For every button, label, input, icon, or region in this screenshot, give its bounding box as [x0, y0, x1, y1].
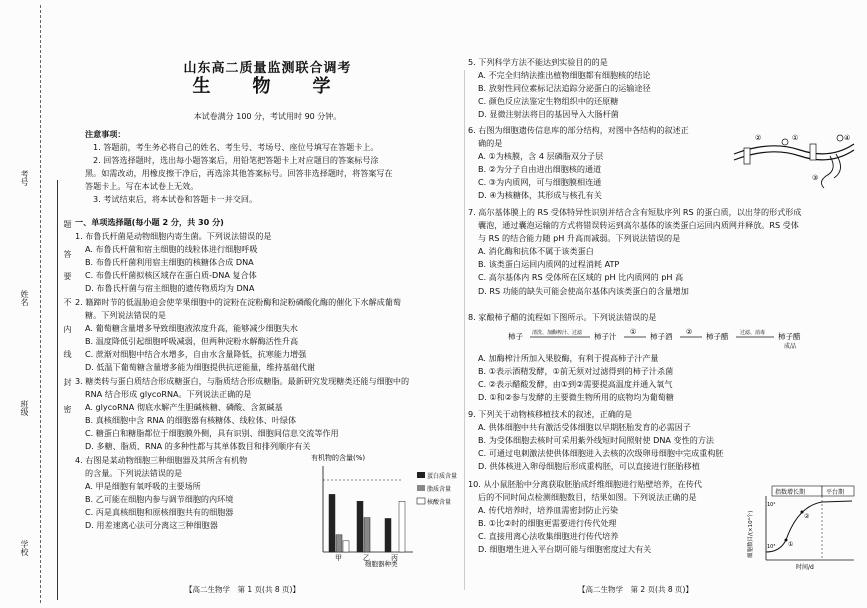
q-option: D. 细胞增生进入平台期可能与细胞密度过大有关	[478, 544, 652, 555]
x-tick-乙: 乙	[363, 554, 370, 562]
q-option: A. 不完全归纳法推出植物细胞都有细胞核的结论	[478, 70, 651, 81]
growth-curve	[746, 482, 858, 570]
seal-char: 答	[63, 250, 72, 258]
label-xingming: 姓名	[20, 290, 29, 306]
q-option: A. 消化酶和抗体不属于该类蛋白	[478, 246, 594, 257]
legend-lipid: 脂质含量	[427, 486, 452, 493]
svg-text:柿子: 柿子	[508, 332, 523, 341]
question-9	[468, 408, 860, 473]
svg-text:②: ②	[686, 328, 693, 336]
q-option: A. 葡萄糖含量增多导致细胞液浓度升高，能够减少细胞失水	[85, 323, 298, 334]
notice-line: 1. 答题前，考生务必将自己的姓名、考生号、考场号、座位号填写在答题卡上。	[93, 142, 379, 153]
q-option: B. ①比②时的细胞更需要进行传代处理	[478, 518, 617, 529]
q-option: D. 低温下葡萄糖含量增多能为细胞提供抗逆能量，维持基础代谢	[85, 362, 315, 373]
svg-text:①: ①	[630, 328, 637, 336]
q-stem: 3. 糖类转与蛋白质结合形成糖蛋白，与脂质结合形成糖脂。最新研究发现糖类还能与细胞中的	[75, 376, 410, 386]
notice-head: 注意事项：	[85, 129, 126, 139]
q-option: A. 供体细胞中共有激活受体细胞以早期胚胎发育的必需因子	[478, 422, 691, 433]
question-1	[75, 230, 460, 295]
question-2	[75, 296, 460, 375]
bar-脂质含量-乙	[364, 518, 370, 552]
svg-text:平台期: 平台期	[826, 489, 845, 496]
q-option: D. 用差速离心法可分离这三种细胞器	[85, 520, 218, 531]
seal-char: 要	[63, 272, 72, 280]
notice-line: 黑。如需改动，用橡皮擦干净后，再选涂其他答案标号。回答非选择题时，将答案写在	[85, 168, 393, 179]
svg-text:10³: 10³	[767, 544, 776, 550]
cut-line	[40, 5, 41, 603]
column-divider	[464, 70, 465, 590]
q-option: C. ③为内质网，可与细胞膜相连通	[478, 177, 602, 188]
q-stem: 与 RS 的结合能力随 pH 升高而减弱。下列说法错误的是	[478, 233, 681, 244]
q-option: C. 丙是真核细胞和原核细胞共有的细胞器	[85, 507, 234, 518]
q-option: B. 真核细胞中含 RNA 的细胞器有核糖体、线粒体、叶绿体	[85, 415, 297, 426]
q-option: D. 供体核进入卵母细胞后形成重构胚，可以直接进行胚胎移植	[478, 461, 700, 472]
seal-char: 题	[63, 220, 72, 228]
legend-swatch-protein	[417, 472, 425, 478]
bar-蛋白质含量-丙	[385, 518, 391, 552]
q-stem: 的含量。下列说法错误的是	[85, 468, 183, 479]
question-4	[75, 454, 305, 533]
x-tick-甲: 甲	[335, 554, 342, 562]
q-stem: RNA 结合形成 glycoRNA。下列说法正确的是	[85, 389, 252, 400]
svg-text:时间/d: 时间/d	[796, 564, 814, 570]
bar-蛋白质含量-甲	[329, 494, 335, 552]
q-option: D. 显微注射法将目的基因导入大肠杆菌	[478, 109, 619, 120]
notice-block	[75, 128, 460, 207]
q-option: B. ②为分子自由进出细胞核的通道	[478, 164, 602, 175]
seal-char: 不	[63, 298, 72, 306]
svg-text:①: ①	[788, 541, 794, 548]
question-3	[75, 375, 460, 454]
svg-text:指数增长期: 指数增长期	[775, 489, 806, 496]
q-option: B. ①表示酒精发酵，①前无须对过滤得到的柿子汁杀菌	[478, 366, 674, 377]
right-column	[468, 0, 860, 608]
q-option: A. 传代培养时，培养皿需密封防止污染	[478, 505, 619, 516]
exam-title: 山东高二质量监测联合调考	[183, 61, 352, 76]
seal-char: 封	[63, 378, 72, 386]
q-option: B. 温度降低引起细胞呼吸减弱，但两种淀粉水解酶活性升高	[85, 336, 299, 347]
svg-text:柿子汁: 柿子汁	[594, 332, 617, 341]
q-option: C. 蔗渐对细胞中结合水增多，自由水含量降低，抗寒能力增强	[85, 349, 307, 360]
svg-text:柿子醋: 柿子醋	[706, 332, 729, 341]
q-stem: 糖。下列说法错误的是	[85, 310, 166, 321]
footer-left: 【高二生物学 第 1 页(共 8 页)】	[185, 585, 300, 594]
q-option: C. 直接用离心法收集细胞进行传代培养	[478, 531, 619, 542]
x-tick-丙: 丙	[391, 554, 398, 562]
svg-text:细胞数目/(×10⁴个): 细胞数目/(×10⁴个)	[748, 510, 754, 558]
q-option: A. ①为核膜，含 4 层磷脂双分子层	[478, 151, 604, 162]
footer-right: 【高二生物学 第 2 页(共 8 页)】	[578, 585, 693, 594]
svg-text:过滤、消毒: 过滤、消毒	[740, 330, 766, 336]
exam-info: 本试卷满分 100 分，考试用时 90 分钟。	[193, 112, 342, 121]
q-option: A. glycoRNA 彻底水解产生胆碱核糖、磷酸、含氮碱基	[85, 402, 283, 413]
q-stem: 7. 高尔基体膜上的 RS 受体特异性识别并结合含有短肽序列 RS 的蛋白质，以出芽的形式形成	[468, 207, 802, 217]
q-option: C. ②表示醋酸发酵，由①到②需要提高温度并通入氧气	[478, 379, 673, 390]
q-option: C. 可通过电刺激法使供体细胞进入去核的次级卵母细胞中完成重构胚	[478, 448, 724, 459]
q-option: B. 为受体细胞去核时可采用紫外线短时间照射使 DNA 变性的方法	[478, 435, 715, 446]
organelle-chart	[303, 452, 461, 570]
q-stem: 确的是	[478, 138, 503, 149]
question-7	[468, 206, 860, 298]
svg-text:②: ②	[804, 513, 810, 520]
q-option: B. 布鲁氏杆菌利用宿主细胞的核糖体合成 DNA	[85, 257, 254, 268]
legend-protein: 蛋白质含量	[427, 473, 458, 480]
q-option: A. 加酶榨汁所加入果胶酶，有利于提高柿子汁产量	[478, 353, 659, 363]
seal-char: 线	[63, 350, 72, 358]
x-axis-label: 细胞器种类	[365, 560, 398, 568]
question-10	[468, 478, 738, 557]
q-option: B. 乙可能在细胞内参与调节细胞的内环境	[85, 494, 234, 505]
svg-text:②: ②	[755, 134, 762, 142]
q-option: A. 布鲁氏杆菌和宿主细胞的线粒体进行细胞呼吸	[85, 244, 258, 255]
chart-title: 有机物的含量(%)	[311, 454, 366, 462]
question-8	[468, 311, 860, 324]
q-option: D. 多糖、脂质、RNA 的多种性都与其单体数目和排列顺序有关	[85, 441, 311, 452]
svg-text:柿子酒: 柿子酒	[650, 332, 673, 341]
q-stem: 9. 下列关于动物核移植技术的叙述，正确的是	[468, 409, 633, 419]
q-option: D. RS 功能的缺失可能会使高尔基体内该类蛋白的含量增加	[478, 285, 689, 296]
label-xuexiao: 学校	[20, 540, 29, 556]
section-heading	[75, 216, 460, 229]
bar-脂质含量-甲	[336, 535, 342, 552]
bar-核酸含量-丙	[399, 501, 405, 552]
svg-text:①: ①	[792, 134, 799, 142]
question-5	[468, 56, 860, 121]
binding-margin	[0, 0, 70, 608]
q-stem: 1. 布鲁氏杆菌是动物细胞内寄生菌。下列说法错误的是	[75, 231, 272, 241]
q-option: C. 布鲁氏杆菌拟核区域存在蛋白质-DNA 复合体	[85, 270, 257, 281]
question-6	[468, 124, 728, 203]
seal-line	[57, 180, 58, 600]
question-8-options	[468, 352, 860, 404]
legend-swatch-lipid	[417, 485, 425, 491]
seal-char: 内	[63, 325, 72, 333]
exam-subject: 生 物 学	[192, 76, 343, 97]
svg-text:清洗、加酶榨汁、过滤: 清洗、加酶榨汁、过滤	[532, 330, 583, 336]
q-option: D. ④为核糖体，其形成与核孔有关	[478, 190, 602, 201]
q-stem: 囊泡，通过囊泡运输的方式将错误转运到高尔基体的该类蛋白运回内质网并释放。RS 受体	[478, 220, 799, 231]
notice-line: 答题卡上。写在本试卷上无效。	[85, 181, 199, 192]
q-stem: 后的不同时间点检测细胞数目，结果如图。下列说法正确的是	[478, 492, 697, 503]
label-banji: 班级	[20, 400, 29, 416]
legend-nucleic: 核酸含量	[427, 499, 452, 506]
label-kaohao: 考号	[20, 170, 29, 186]
q-stem: 8. 家酿柿子醋的流程如下图所示。下列说法错误的是	[468, 312, 657, 322]
nuclear-pore	[744, 148, 750, 164]
q-option: A. 甲是细胞有氧呼吸的主要场所	[85, 481, 201, 492]
seal-char: 密	[63, 405, 72, 413]
bar-核酸含量-甲	[343, 541, 349, 552]
svg-text:柿子醋: 柿子醋	[778, 332, 801, 341]
nuclear-pore	[810, 144, 816, 160]
notice-line: 3. 考试结束后，将本试卷和答题卡一并交回。	[93, 194, 258, 205]
q-stem: 4. 右图是某动物细胞三种细胞器及其所含有机物	[75, 455, 248, 465]
vinegar-flow	[508, 326, 818, 352]
section-title: 一、单项选择题(每小题 2 分，共 30 分)	[75, 217, 224, 227]
q-option: C. 高尔基体内 RS 受体所在区域的 pH 比内质网的 pH 高	[478, 272, 684, 283]
q-stem: 10. 从小鼠胚胎中分离获取胚胎成纤维细胞进行贴壁培养，在传代	[468, 479, 702, 489]
q-option: D. 布鲁氏杆菌与宿主细胞的遗传物质均为 DNA	[85, 283, 255, 294]
svg-text:③: ③	[812, 174, 819, 182]
svg-text:④: ④	[844, 134, 851, 142]
notice-line: 2. 回答选择题时，选出每小题答案后，用铅笔把答题卡上对应题目的答案标号涂	[93, 155, 379, 166]
svg-text:10⁴: 10⁴	[767, 502, 776, 508]
legend-swatch-nucleic	[417, 498, 425, 504]
q-option: C. 糖蛋白和糖脂都位于细胞膜外侧，具有识别、细胞间信息交流等作用	[85, 428, 339, 439]
bar-蛋白质含量-乙	[357, 501, 363, 552]
svg-text:成品: 成品	[784, 343, 797, 350]
q-option: B. 放射性同位素标记法追踪分泌蛋白的运输途径	[478, 83, 651, 94]
q-stem: 2. 籍蹄时节的低温胁迫会使苹果细胞中的淀粉在淀粉酶和淀粉磷酸化酶的催化下水解成葡萄	[75, 297, 401, 307]
q-option: B. 该类蛋白运回内质网的过程消耗 ATP	[478, 259, 620, 270]
nucleus-diagram	[730, 130, 858, 190]
left-column	[75, 0, 460, 608]
q-stem: 6. 右图为细胞遗传信息库的部分结构，对图中各结构的叙述正	[468, 125, 689, 135]
q-option: D. ①和②参与发酵的主要微生物所用的底物均为葡萄糖	[478, 392, 674, 403]
q-option: C. 颜色反应法鉴定生物组织中的还原糖	[478, 96, 619, 107]
q-stem: 5. 下列科学方法不能达到实验目的的是	[468, 57, 608, 67]
